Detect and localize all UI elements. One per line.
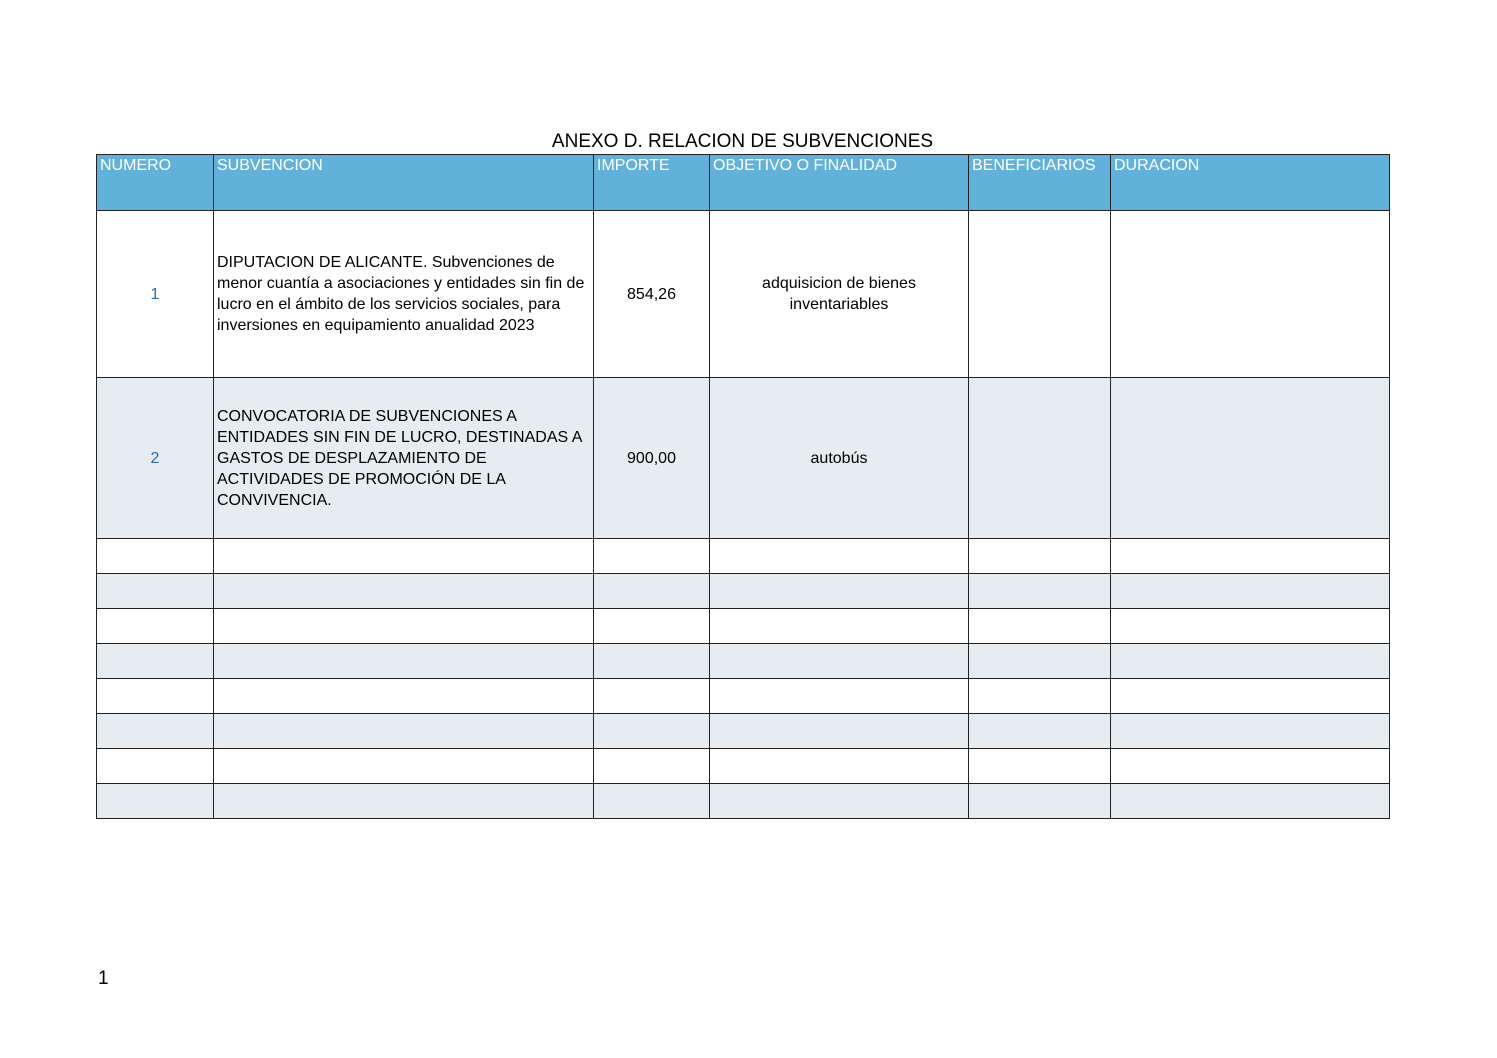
empty-cell [1111,749,1390,784]
cell-beneficiarios [969,378,1111,539]
empty-cell [594,644,710,679]
empty-cell [1111,609,1390,644]
empty-cell [1111,539,1390,574]
table-header-row [97,155,1390,211]
empty-cell [594,714,710,749]
empty-table-row [97,574,1390,609]
empty-table-row [97,644,1390,679]
empty-cell [97,784,214,819]
empty-cell [594,539,710,574]
cell-subvencion: DIPUTACION DE ALICANTE. Subvenciones de menor cuantía a asociaciones y entidades sin fin de lucro en el ámbito de los servicios sociales, para inversiones en equipamiento anualidad 2023 [214,211,594,378]
table-row [97,211,1390,378]
empty-cell [1111,679,1390,714]
empty-cell [710,784,969,819]
empty-cell [214,749,594,784]
empty-cell [710,749,969,784]
empty-cell [97,749,214,784]
empty-cell [969,679,1111,714]
empty-cell [710,609,969,644]
empty-cell [969,539,1111,574]
cell-beneficiarios [969,211,1111,378]
page-number: 1 [98,968,109,989]
empty-cell [594,574,710,609]
empty-cell [1111,714,1390,749]
empty-cell [594,679,710,714]
subsidies-table [96,154,1390,819]
empty-cell [97,714,214,749]
empty-cell [97,574,214,609]
empty-cell [594,749,710,784]
cell-duracion [1111,211,1390,378]
empty-cell [97,679,214,714]
empty-cell [710,679,969,714]
empty-cell [214,679,594,714]
column-header-importe: IMPORTE [594,155,710,211]
empty-cell [1111,784,1390,819]
empty-cell [214,539,594,574]
cell-numero: 1 [97,211,214,378]
empty-cell [969,609,1111,644]
column-header-numero: NUMERO [97,155,214,211]
empty-cell [969,644,1111,679]
cell-numero: 2 [97,378,214,539]
empty-cell [1111,574,1390,609]
empty-table-row [97,539,1390,574]
column-header-duracion: DURACION [1111,155,1390,211]
document-title: ANEXO D. RELACION DE SUBVENCIONES [551,131,934,152]
empty-table-row [97,714,1390,749]
column-header-objetivo: OBJETIVO O FINALIDAD [710,155,969,211]
cell-importe: 854,26 [594,211,710,378]
empty-table-row [97,784,1390,819]
empty-cell [969,574,1111,609]
table-row [97,378,1390,539]
column-header-beneficiarios: BENEFICIARIOS [969,155,1111,211]
empty-cell [710,644,969,679]
empty-cell [97,609,214,644]
empty-cell [969,749,1111,784]
empty-cell [214,784,594,819]
empty-cell [97,644,214,679]
empty-cell [969,714,1111,749]
empty-cell [710,539,969,574]
empty-table-row [97,679,1390,714]
empty-cell [969,784,1111,819]
cell-subvencion: CONVOCATORIA DE SUBVENCIONES A ENTIDADES SIN FIN DE LUCRO, DESTINADAS A GASTOS DE DESPLAZAMIENTO DE ACTIVIDADES DE PROMOCIÓN DE LA CONVIVENCIA. [214,378,594,539]
empty-cell [214,644,594,679]
empty-cell [97,539,214,574]
empty-cell [214,714,594,749]
cell-importe: 900,00 [594,378,710,539]
empty-table-row [97,749,1390,784]
empty-cell [710,574,969,609]
empty-cell [214,609,594,644]
empty-cell [594,609,710,644]
cell-duracion [1111,378,1390,539]
empty-cell [1111,644,1390,679]
empty-cell [594,784,710,819]
empty-table-row [97,609,1390,644]
cell-objetivo: adquisicion de bienes inventariables [710,211,969,378]
empty-cell [214,574,594,609]
empty-cell [710,714,969,749]
cell-objetivo: autobús [710,378,969,539]
column-header-subvencion: SUBVENCION [214,155,594,211]
